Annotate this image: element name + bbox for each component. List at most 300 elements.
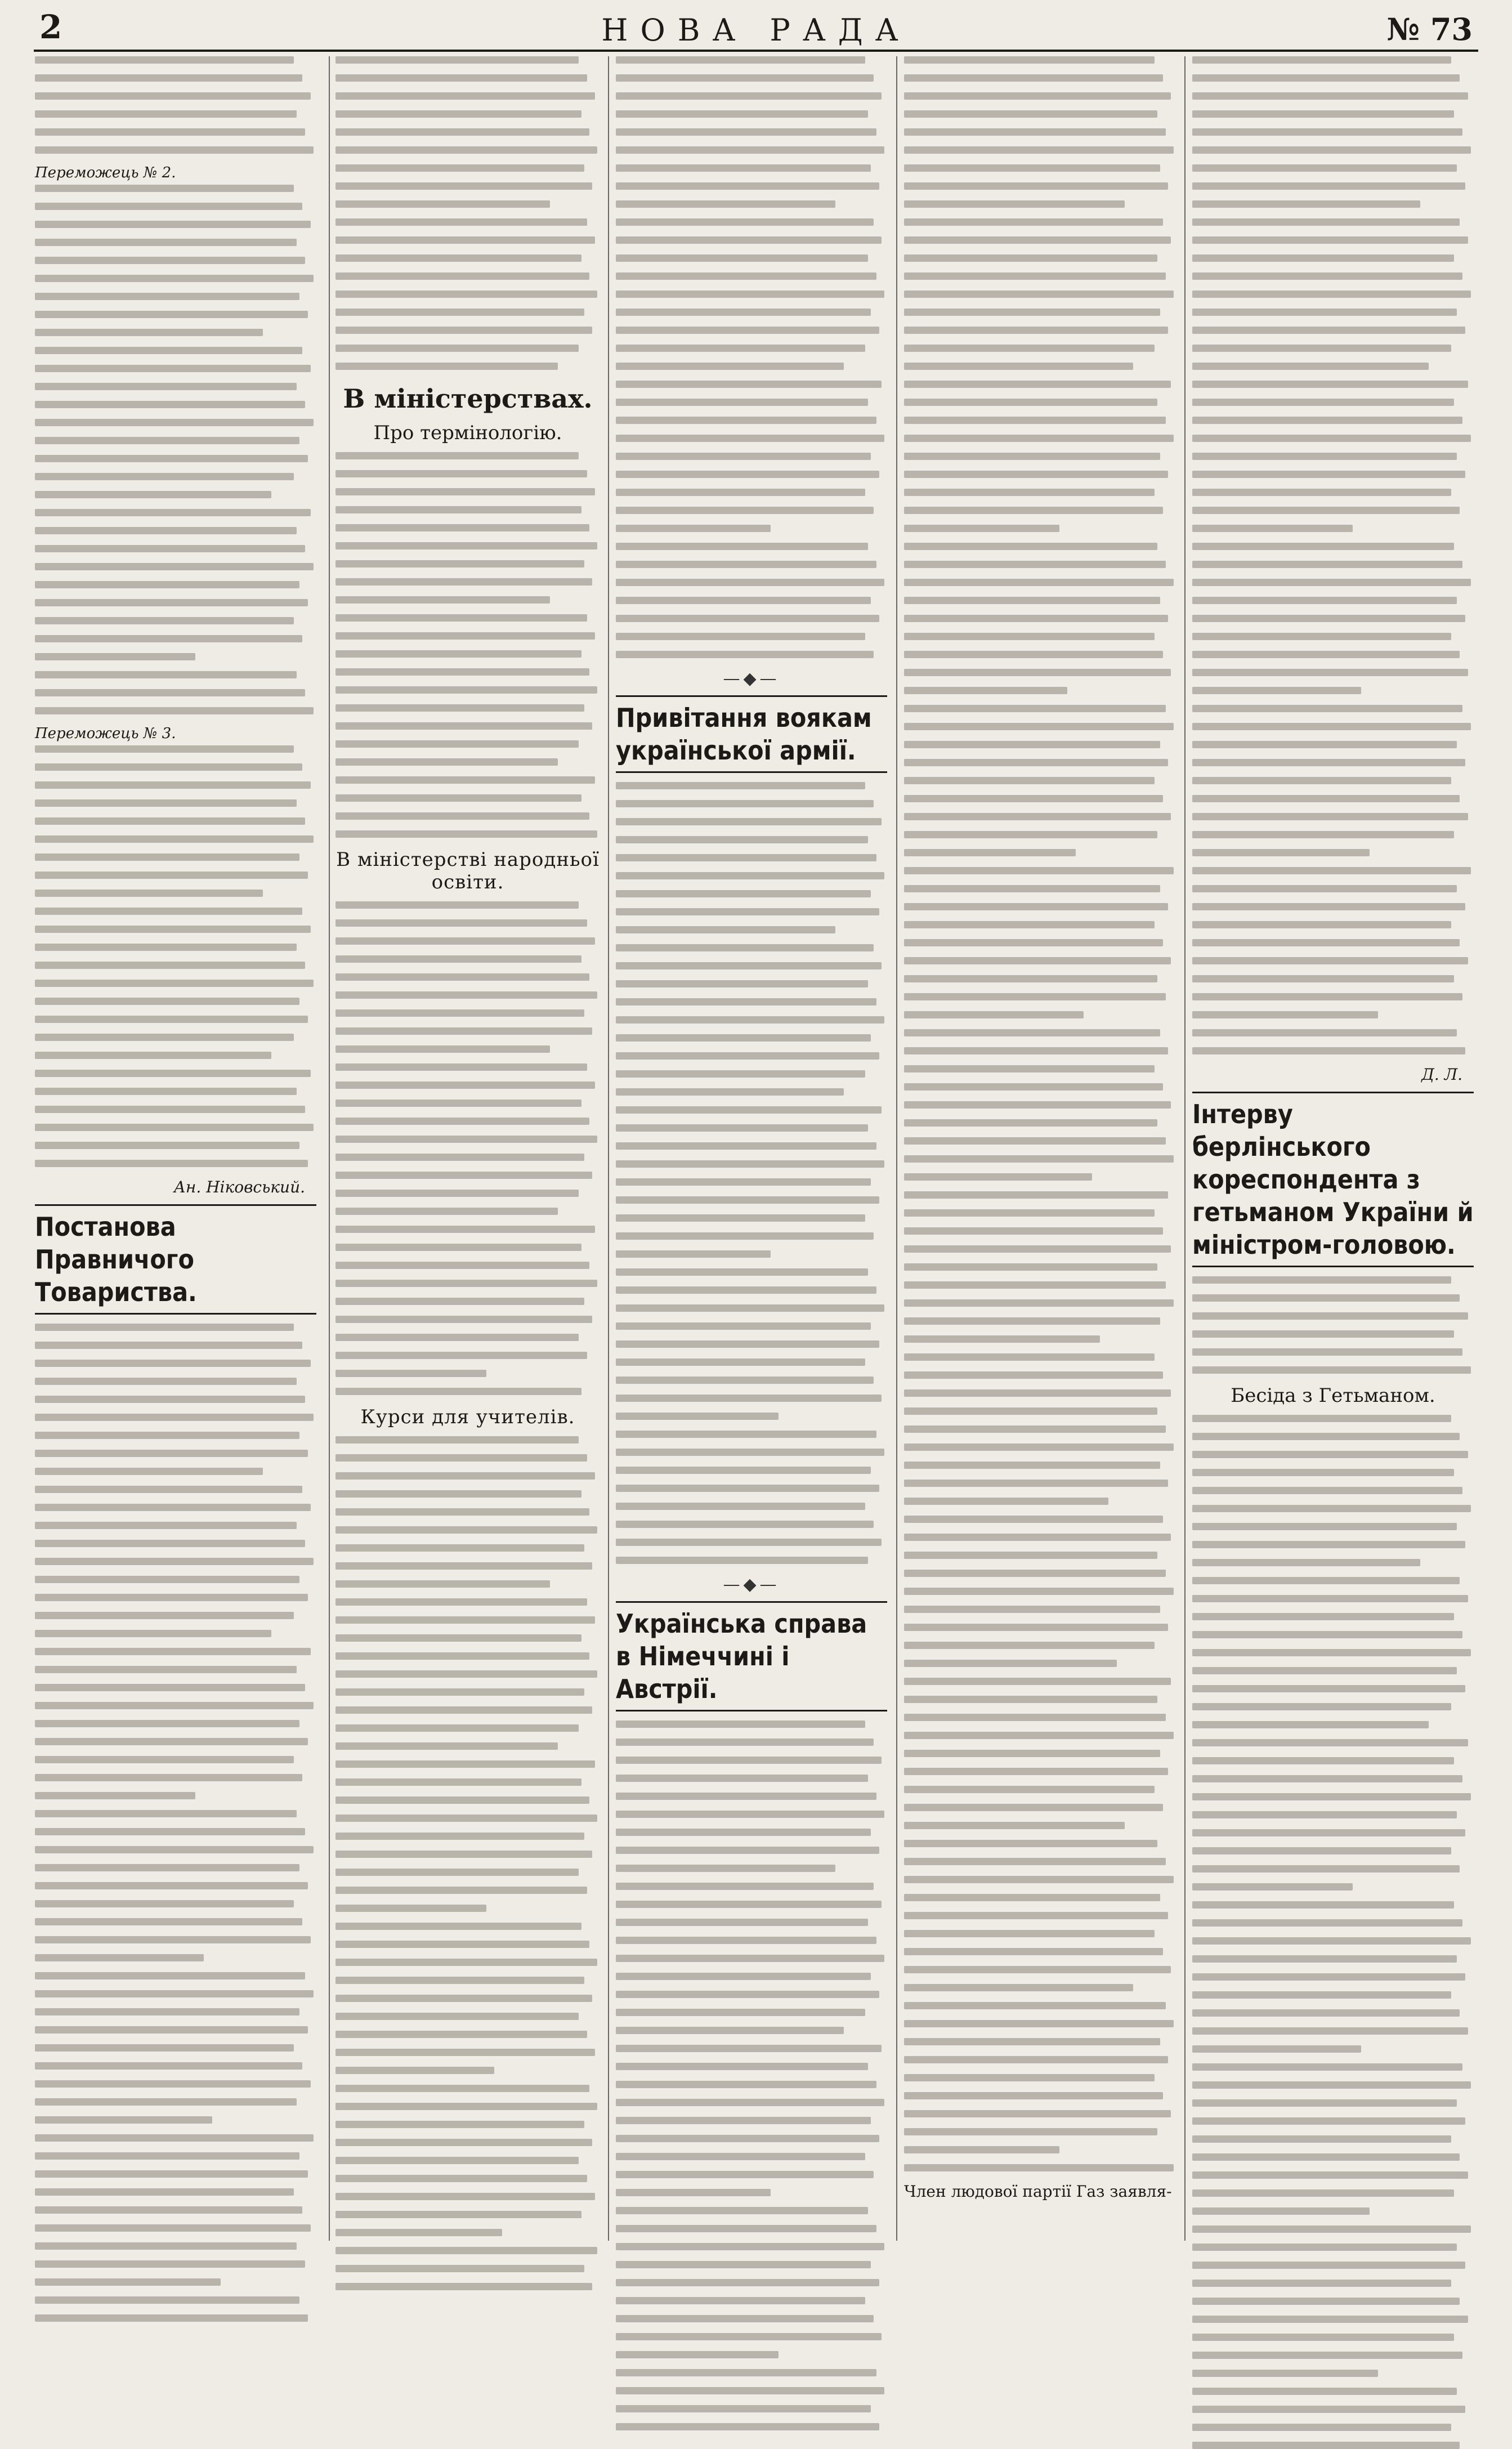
text-line: [616, 1739, 874, 1746]
text-line: [616, 1811, 884, 1818]
text-line: [35, 671, 297, 678]
text-line: [904, 1876, 1174, 1883]
text-line: [35, 872, 308, 879]
text-line: [616, 1142, 876, 1150]
text-line: [335, 1190, 579, 1197]
text-line: [616, 561, 876, 568]
text-line: [335, 254, 581, 262]
column-4: [904, 56, 1177, 2241]
text-line: [35, 527, 297, 534]
text-line: [1192, 579, 1471, 586]
text-line: [1192, 1631, 1462, 1638]
text-line: [35, 1034, 294, 1041]
text-line: [616, 926, 835, 933]
text-line: [335, 758, 558, 766]
text-line: [1192, 128, 1462, 136]
text-line: [616, 1070, 865, 1078]
text-line: [35, 1414, 314, 1421]
text-line: [1192, 831, 1454, 838]
text-line: [616, 854, 876, 861]
text-line: [1192, 525, 1353, 532]
text-line: [616, 507, 874, 514]
text-line: [335, 1208, 558, 1215]
text-line: [904, 579, 1174, 586]
text-line: [904, 1444, 1174, 1451]
text-line: [335, 1045, 550, 1053]
text-line: [904, 615, 1168, 622]
text-line: [1192, 1577, 1460, 1584]
text-line: [904, 669, 1171, 676]
text-line: [1192, 2099, 1457, 2107]
text-line: [35, 92, 311, 100]
text-line: [616, 615, 879, 622]
text-line: [335, 1652, 589, 1660]
text-line: [35, 817, 305, 825]
text-line: [904, 705, 1166, 712]
text-line: [335, 56, 579, 64]
text-line: [335, 92, 595, 100]
text-line: [1192, 1294, 1460, 1302]
column-divider: [608, 56, 609, 2241]
text-line: [335, 596, 550, 604]
text-line: [35, 437, 299, 444]
text-line: [1192, 254, 1454, 262]
text-line: [616, 92, 882, 100]
text-line: [1192, 1029, 1457, 1036]
text-line: [35, 1070, 311, 1077]
text-line: [335, 2103, 597, 2110]
text-line: [904, 1209, 1155, 1217]
text-line: [904, 885, 1160, 892]
text-line: [1192, 1793, 1471, 1800]
text-line: [35, 1016, 308, 1023]
text-block: [904, 56, 1177, 2171]
article-headline: Привітання воякам української армії.: [616, 695, 887, 773]
text-line: [904, 813, 1171, 820]
text-line: [1192, 1775, 1462, 1782]
text-line: [616, 2405, 871, 2412]
text-line: [35, 1684, 305, 1691]
text-line: [1192, 164, 1457, 172]
text-line: [1192, 2280, 1451, 2287]
text-line: [335, 1226, 595, 1233]
text-line: [616, 254, 868, 262]
text-line: [904, 1317, 1160, 1325]
text-line: [35, 926, 311, 933]
text-line: [35, 419, 314, 426]
text-line: [35, 1432, 299, 1439]
text-line: [1192, 1312, 1468, 1320]
text-line: [616, 1124, 868, 1132]
text-line: [904, 777, 1155, 784]
column-divider: [329, 56, 330, 2241]
text-line: [335, 614, 587, 622]
text-line: [35, 2170, 308, 2178]
text-line: [904, 146, 1174, 154]
closing-line: Член людової партії Газ заявля-: [904, 2182, 1172, 2201]
text-line: [335, 1706, 592, 1714]
text-line: [616, 471, 879, 478]
text-line: [1192, 1330, 1454, 1338]
text-line: [335, 345, 579, 352]
text-line: [616, 1720, 865, 1728]
text-line: [904, 218, 1163, 226]
text-block: [35, 745, 316, 1167]
text-line: [335, 1778, 581, 1786]
text-line: [904, 2074, 1155, 2081]
text-line: [1192, 1937, 1471, 1945]
text-line: [616, 272, 876, 280]
text-line: [616, 908, 879, 915]
text-line: [35, 2188, 294, 2196]
text-line: [904, 1389, 1171, 1397]
text-line: [335, 1670, 597, 1678]
text-line: [616, 579, 884, 586]
text-line: [1192, 939, 1460, 946]
text-line: [1192, 56, 1451, 64]
text-line: [904, 1101, 1171, 1109]
text-line: [616, 1521, 874, 1528]
text-line: [335, 1634, 581, 1642]
text-line: [904, 345, 1155, 352]
text-line: [1192, 1973, 1465, 1981]
section-subtitle: Бесіда з Гетьманом.: [1231, 1384, 1435, 1407]
text-line: [616, 1557, 868, 1564]
text-line: [904, 1678, 1171, 1685]
text-line: [35, 293, 299, 300]
text-line: [616, 2243, 884, 2250]
text-line: [904, 1570, 1166, 1577]
text-line: [335, 1905, 486, 1912]
text-line: [904, 2056, 1168, 2063]
text-line: [35, 2008, 299, 2015]
text-line: [1192, 1829, 1465, 1836]
text-line: [904, 1984, 1133, 1991]
text-line: [335, 291, 597, 298]
text-line: [35, 1468, 263, 1475]
text-line: [616, 1250, 771, 1258]
text-line: [335, 991, 597, 999]
text-line: [904, 1606, 1160, 1613]
text-line: [35, 1828, 305, 1835]
text-line: [35, 1106, 305, 1113]
text-line: [335, 1887, 587, 1894]
text-line: [904, 236, 1171, 244]
text-line: [1192, 2117, 1465, 2125]
text-line: [904, 182, 1168, 190]
text-line: [616, 836, 868, 843]
text-line: [35, 128, 305, 136]
issue-number: № 73: [1386, 11, 1473, 47]
text-line: [1192, 651, 1460, 658]
text-line: [1192, 291, 1471, 298]
text-line: [616, 1919, 868, 1926]
text-line: [616, 345, 865, 352]
text-line: [35, 2116, 212, 2124]
text-line: [1192, 2442, 1460, 2449]
text-line: [1192, 1487, 1462, 1494]
text-line: [904, 1552, 1157, 1559]
text-line: [1192, 1649, 1471, 1656]
text-line: [35, 799, 297, 807]
text-line: [35, 998, 299, 1005]
text-line: [35, 347, 302, 354]
text-line: [335, 1136, 597, 1143]
text-line: [616, 1955, 884, 1962]
text-line: [1192, 1901, 1454, 1909]
text-line: [35, 1846, 314, 1853]
section-label: Переможець № 3.: [35, 725, 176, 742]
text-line: [35, 2314, 308, 2322]
text-line: [335, 2121, 584, 2128]
text-line: [335, 668, 589, 676]
text-line: [35, 617, 294, 624]
text-line: [616, 1268, 868, 1276]
text-line: [904, 200, 1125, 208]
text-line: [1192, 1451, 1468, 1458]
text-line: [616, 1232, 874, 1240]
text-line: [1192, 2225, 1471, 2233]
text-line: [1192, 1047, 1465, 1054]
text-line: [1192, 921, 1451, 928]
text-line: [616, 1178, 871, 1186]
text-line: [1192, 2262, 1465, 2269]
text-line: [904, 1011, 1084, 1018]
text-line: [335, 1598, 587, 1606]
text-line: [904, 1750, 1160, 1757]
text-line: [904, 849, 1076, 856]
text-line: [904, 1534, 1171, 1541]
article-signature: Ан. Ніковський.: [173, 1178, 305, 1196]
text-line: [904, 1804, 1163, 1811]
text-line: [616, 128, 876, 136]
section-subtitle: Курси для учителів.: [360, 1406, 575, 1428]
text-line: [616, 363, 844, 370]
text-line: [616, 633, 865, 640]
text-line: [904, 1335, 1100, 1343]
text-line: [335, 1352, 587, 1359]
text-line: [1192, 687, 1361, 694]
text-line: [1192, 2244, 1457, 2251]
text-line: [35, 1810, 297, 1817]
text-line: [904, 1498, 1108, 1505]
text-line: [335, 2211, 581, 2218]
text-line: [335, 1941, 589, 1948]
text-line: [616, 399, 868, 406]
text-line: [904, 1155, 1174, 1163]
text-line: [1192, 327, 1465, 334]
text-line: [616, 980, 868, 987]
text-line: [35, 1576, 299, 1583]
text-line: [335, 1688, 584, 1696]
text-line: [1192, 1883, 1353, 1891]
text-line: [904, 417, 1166, 424]
text-line: [35, 1142, 299, 1149]
text-line: [1192, 2388, 1457, 2395]
text-line: [35, 1900, 294, 1907]
text-line: [1192, 1667, 1457, 1674]
text-line: [335, 722, 592, 730]
text-line: [335, 686, 597, 694]
ornament-divider: —◆—: [723, 669, 780, 689]
section-title: В міністерствах.: [343, 383, 593, 414]
text-block: [335, 452, 600, 838]
text-line: [35, 2152, 299, 2160]
text-line: [904, 543, 1157, 550]
article-headline: Інтерву берлінського кореспондента з гетьманом України й міністром-головою.: [1192, 1092, 1474, 1267]
text-line: [904, 1065, 1155, 1072]
text-line: [1192, 561, 1462, 568]
text-line: [1192, 1505, 1471, 1512]
text-line: [904, 1912, 1168, 1919]
text-line: [904, 957, 1171, 964]
text-line: [904, 867, 1174, 874]
text-line: [616, 2351, 779, 2358]
text-line: [616, 327, 879, 334]
text-line: [904, 1966, 1171, 1973]
text-line: [904, 164, 1160, 172]
text-line: [1192, 200, 1420, 208]
text-line: [1192, 1541, 1465, 1548]
text-line: [335, 1454, 587, 1462]
text-line: [35, 890, 263, 897]
text-line: [35, 1052, 271, 1059]
text-line: [1192, 1703, 1451, 1710]
text-line: [904, 291, 1174, 298]
text-line: [35, 1160, 308, 1167]
text-line: [904, 56, 1155, 64]
text-line: [616, 890, 871, 897]
text-line: [616, 2207, 868, 2214]
text-line: [616, 2135, 879, 2142]
text-line: [1192, 723, 1471, 730]
text-line: [335, 578, 592, 586]
text-line: [335, 327, 592, 334]
text-line: [904, 1371, 1163, 1379]
text-block: [335, 56, 600, 370]
text-line: [904, 687, 1067, 694]
text-line: [904, 1047, 1168, 1054]
text-line: [616, 2369, 876, 2376]
text-line: [1192, 435, 1471, 442]
text-line: [335, 1118, 589, 1125]
text-line: [904, 2146, 1059, 2153]
text-line: [335, 542, 597, 549]
text-line: [904, 1858, 1166, 1865]
text-line: [616, 218, 874, 226]
text-line: [35, 185, 294, 192]
text-line: [616, 800, 874, 807]
text-line: [904, 1227, 1163, 1235]
text-line: [35, 1756, 294, 1763]
text-line: [616, 1160, 884, 1168]
text-line: [335, 1616, 595, 1624]
text-line: [616, 1757, 882, 1764]
text-line: [35, 146, 314, 154]
text-line: [35, 1558, 314, 1565]
text-line: [35, 1396, 305, 1403]
text-line: [35, 2098, 297, 2106]
text-line: [616, 1775, 868, 1782]
text-line: [335, 2229, 502, 2236]
text-line: [335, 236, 595, 244]
text-line: [335, 524, 589, 531]
text-line: [35, 1738, 308, 1745]
text-line: [335, 1977, 584, 1984]
text-line: [904, 651, 1163, 658]
text-line: [35, 545, 305, 552]
text-line: [35, 74, 302, 82]
text-line: [1192, 669, 1468, 676]
text-line: [616, 1539, 882, 1546]
text-line: [335, 919, 587, 927]
text-line: [616, 1431, 876, 1438]
text-line: [335, 1280, 597, 1287]
text-line: [35, 980, 314, 987]
text-line: [904, 254, 1157, 262]
text-line: [1192, 1991, 1451, 1999]
text-line: [616, 236, 882, 244]
text-line: [616, 2045, 882, 2052]
text-line: [616, 1485, 879, 1492]
column-3: [616, 56, 887, 2241]
text-line: [1192, 363, 1429, 370]
text-line: [616, 435, 884, 442]
text-line: [904, 1930, 1155, 1937]
text-line: [616, 1991, 879, 1998]
text-line: [904, 723, 1174, 730]
text-line: [616, 1322, 871, 1330]
text-line: [616, 309, 871, 316]
text-line: [616, 651, 874, 658]
text-line: [335, 1580, 550, 1588]
text-line: [335, 794, 581, 802]
text-line: [35, 944, 297, 951]
text-line: [35, 1630, 271, 1637]
text-line: [1192, 705, 1462, 712]
text-line: [616, 1829, 871, 1836]
text-line: [904, 1425, 1166, 1433]
section-subtitle: Про термінологію.: [373, 422, 562, 444]
column-2: [335, 56, 600, 2241]
text-line: [1192, 1415, 1451, 1422]
text-line: [35, 599, 308, 606]
text-line: [1192, 975, 1454, 982]
text-line: [904, 903, 1168, 910]
text-line: [335, 973, 589, 981]
text-line: [335, 1388, 581, 1395]
text-line: [904, 1822, 1125, 1829]
text-line: [904, 1696, 1157, 1703]
text-line: [335, 506, 581, 513]
text-line: [1192, 2045, 1361, 2053]
text-line: [35, 1504, 311, 1511]
text-line: [904, 1191, 1168, 1199]
text-line: [616, 381, 882, 388]
text-line: [1192, 1919, 1462, 1927]
text-line: [35, 2260, 305, 2268]
text-line: [1192, 2063, 1462, 2071]
text-line: [335, 110, 581, 118]
text-line: [335, 1316, 592, 1323]
text-line: [335, 1154, 584, 1161]
text-line: [35, 311, 308, 318]
text-line: [335, 1334, 579, 1341]
text-line: [335, 1027, 592, 1035]
text-line: [35, 239, 297, 246]
text-line: [616, 1214, 865, 1222]
text-line: [616, 56, 865, 64]
